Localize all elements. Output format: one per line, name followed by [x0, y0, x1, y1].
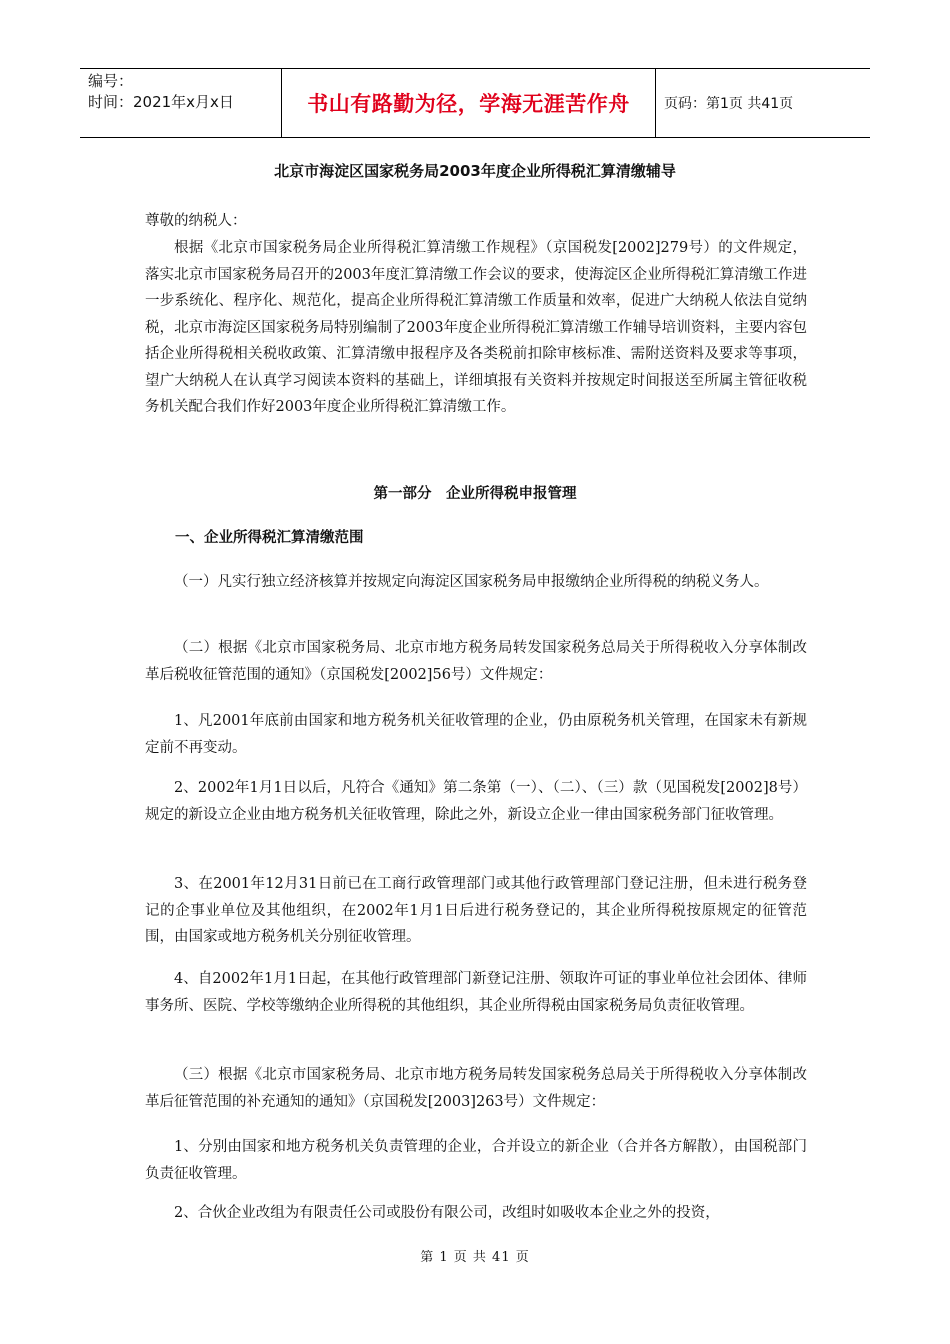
paragraph: 4、自2002年1月1日起，在其他行政管理部门新登记注册、领取许可证的事业单位社会团体、律师事务所、医院、学校等缴纳企业所得税的其他组织，其企业所得税由国家税务局负责征收管理。 [145, 971, 807, 1014]
paragraph: 2、2002年1月1日以后，凡符合《通知》第二条第（一）、（二）、（三）款（见国税发[2002]8号）规定的新设立企业由地方税务机关征收管理，除此之外，新设立企业一律由国家税务部门征收管理。 [145, 780, 807, 823]
paragraph: （三）根据《北京市国家税务局、北京市地方税务局转发国家税务总局关于所得税收入分享体制改革后征管范围的补充通知的通知》（京国税发[2003]263号）文件规定： [145, 1067, 807, 1110]
header-motto-cell [282, 69, 656, 137]
intro-paragraph: 根据《北京市国家税务局企业所得税汇算清缴工作规程》（京国税发[2002]279号）的文件规定，落实北京市国家税务局召开的2003年度汇算清缴工作会议的要求，使海淀区企业所得税汇算清缴工作进一步系统化、程序化、规范化，提高企业所得税汇算清缴工作质量和效率，促进广大纳税人依法自觉纳税，北京市海淀区国家税务局特别编制了2003年度企业所得税汇算清缴工作辅导培训资料，主要内容包括企业所得税相关税收政策、汇算清缴申报程序及各类税前扣除审核标准、需附送资料及要求等事项，望广大纳税人在认真学习阅读本资料的基础上，详细填报有关资料并按规定时间报送至所属主管征收税务机关配合我们作好2003年度企业所得税汇算清缴工作。 [145, 240, 807, 415]
paragraph: 3、在2001年12月31日前已在工商行政管理部门或其他行政管理部门登记注册，但未进行税务登记的企事业单位及其他组织，在2002年1月1日后进行税务登记的，其企业所得税按原规定的征管范围，由国家或地方税务机关分别征收管理。 [145, 876, 807, 945]
paragraph: 1、凡2001年底前由国家和地方税务机关征收管理的企业，仍由原税务机关管理，在国家未有新规定前不再变动。 [145, 713, 807, 756]
doc-time-label: 时间：2021年x月x日 [88, 93, 234, 111]
section-title: 一、企业所得税汇算清缴范围 [175, 530, 364, 546]
document-title: 北京市海淀区国家税务局2003年度企业所得税汇算清缴辅导 [274, 162, 676, 180]
doc-code-label: 编号： [88, 72, 134, 90]
paragraph: 2、合伙企业改组为有限责任公司或股份有限公司，改组时如吸收本企业之外的投资， [174, 1205, 720, 1221]
part-title: 第一部分 企业所得税申报管理 [373, 486, 577, 502]
header-left-cell [80, 69, 282, 137]
paragraph: 1、分别由国家和地方税务机关负责管理的企业，合并设立的新企业（合并各方解散），由国税部门负责征收管理。 [145, 1139, 807, 1182]
page-footer: 第 1 页 共 41 页 [420, 1250, 530, 1265]
header-page-info: 页码：第1页 共41页 [664, 96, 794, 112]
salutation: 尊敬的纳税人： [145, 213, 247, 229]
header-table [80, 68, 870, 138]
header-motto: 书山有路勤为径，学海无涯苦作舟 [307, 92, 630, 116]
paragraph: （一）凡实行独立经济核算并按规定向海淀区国家税务局申报缴纳企业所得税的纳税义务人。 [174, 574, 769, 590]
paragraph: （二）根据《北京市国家税务局、北京市地方税务局转发国家税务总局关于所得税收入分享体制改革后税收征管范围的通知》（京国税发[2002]56号）文件规定： [145, 640, 807, 683]
